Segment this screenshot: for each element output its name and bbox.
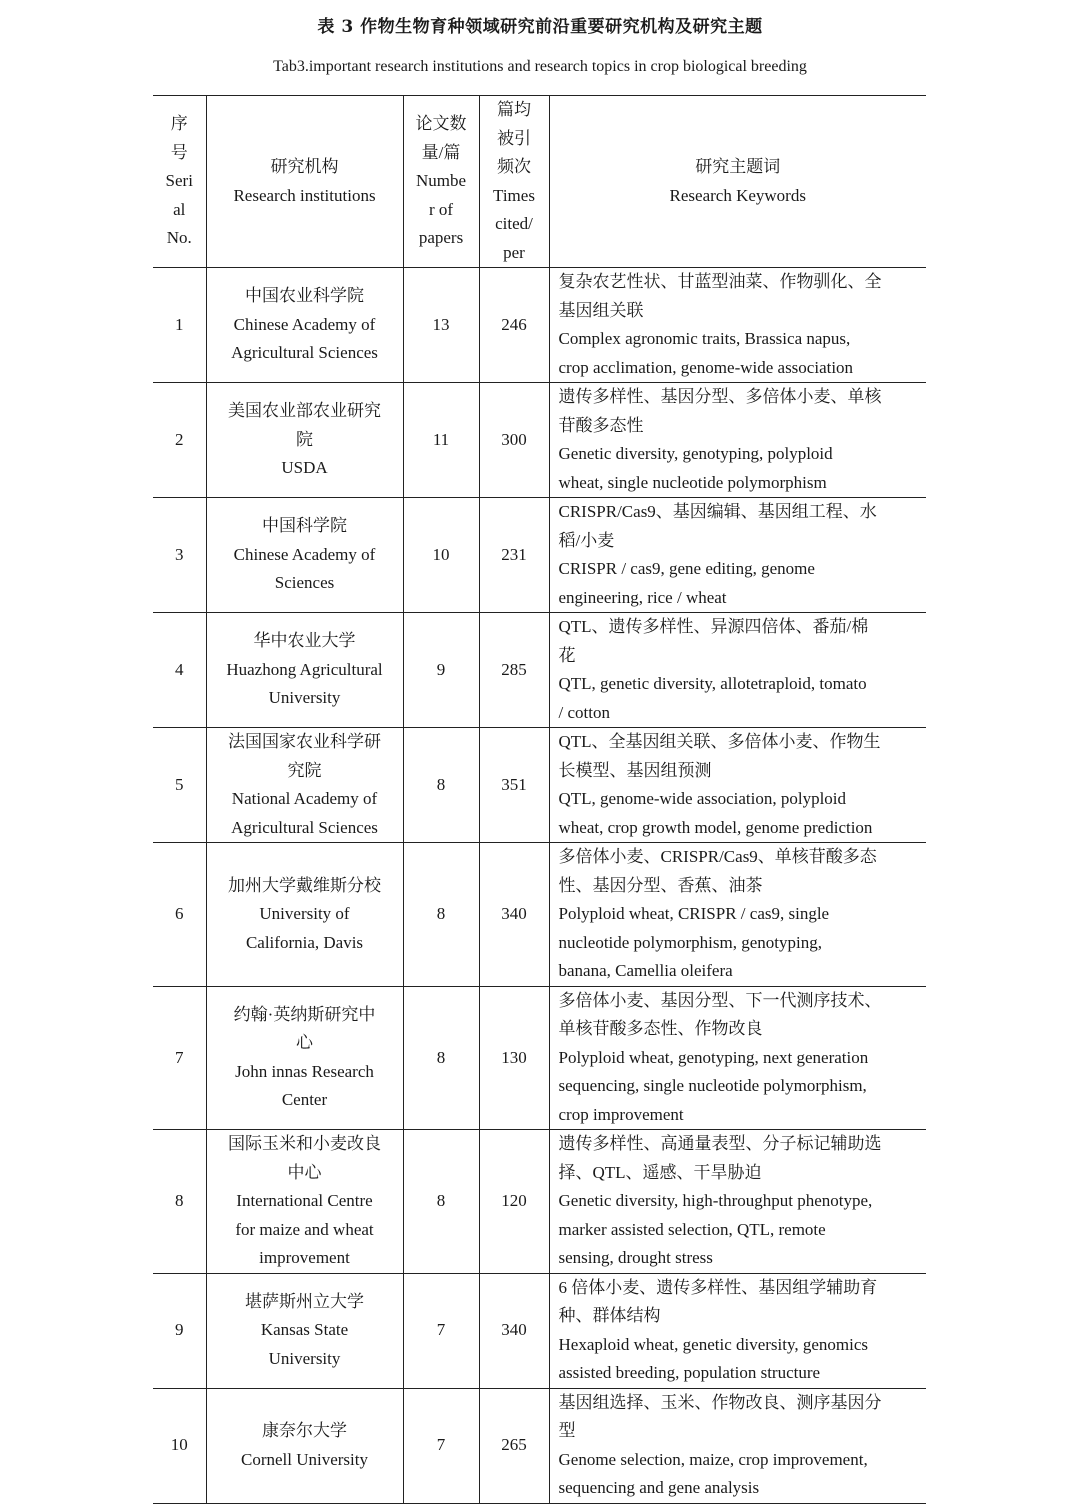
header-serial [153, 96, 206, 268]
keyword-line: CRISPR / cas9, gene editing, genome [558, 559, 815, 578]
institution-line: Agricultural Sciences [231, 817, 378, 837]
table-row [153, 1130, 926, 1274]
header-text-line: 序 [170, 114, 188, 134]
cell-institution [206, 986, 403, 1130]
header-text-line: Seri [165, 171, 193, 191]
cell-institution [206, 1273, 403, 1388]
header-text-line: Times [493, 185, 535, 205]
cell-institution [206, 728, 403, 843]
header-text-line: 论文数 [415, 114, 467, 134]
keyword-line: 遗传多样性、基因分型、多倍体小麦、单核 [558, 387, 882, 406]
cell-citations: 300 [479, 383, 549, 498]
header-text-line: r of [428, 199, 454, 219]
research-institutions-table [153, 95, 926, 1504]
keyword-line: Complex agronomic traits, Brassica napus, [558, 329, 851, 348]
cell-keywords [549, 1388, 926, 1503]
keyword-line: 多倍体小麦、基因分型、下一代测序技术、 [558, 990, 882, 1010]
keyword-line: QTL, genome-wide association, polyploid [558, 789, 847, 808]
keyword-line: 单核苷酸多态性、作物改良 [558, 1019, 763, 1038]
cell-keywords [549, 1273, 926, 1388]
table-row [153, 1273, 926, 1388]
keyword-line: engineering, rice / wheat [558, 587, 727, 607]
keyword-line: CRISPR/Cas9、基因编辑、基因组工程、水 [558, 502, 877, 521]
keyword-line: / cotton [558, 702, 610, 722]
table-title-english: Tab3.important research institutions and research topics in crop biological breeding [273, 58, 807, 75]
keyword-line: 择、QTL、遥感、干旱胁迫 [558, 1162, 762, 1182]
table-row [153, 498, 926, 613]
cell-keywords [549, 383, 926, 498]
institution-line: 堪萨斯州立大学 [245, 1291, 364, 1311]
cell-papers: 9 [403, 613, 479, 728]
cell-citations: 231 [479, 498, 549, 613]
keyword-line: Genome selection, maize, crop improvement, [558, 1449, 868, 1469]
header-papers [403, 96, 479, 268]
header-text-line: 量/篇 [421, 142, 461, 162]
keyword-line: 苷酸多态性 [558, 415, 644, 435]
institution-line: 美国农业部农业研究 [228, 401, 381, 421]
cell-papers: 13 [403, 268, 479, 383]
header-text-line: No. [166, 228, 192, 248]
keyword-line: 型 [558, 1421, 576, 1440]
keyword-line: Genetic diversity, high-throughput phenotype, [558, 1191, 873, 1210]
cell-institution [206, 383, 403, 498]
cell-papers: 7 [403, 1273, 479, 1388]
cell-keywords [549, 986, 926, 1130]
institution-line: improvement [259, 1248, 350, 1267]
cell-papers: 8 [403, 1130, 479, 1274]
institution-line: Agricultural Sciences [231, 343, 378, 363]
keyword-line: wheat, crop growth model, genome prediction [558, 817, 873, 837]
keyword-line: banana, Camellia oleifera [558, 961, 733, 980]
cell-serial: 4 [153, 613, 206, 728]
institution-line: 中国科学院 [262, 516, 347, 536]
cell-citations: 120 [479, 1130, 549, 1274]
cell-keywords [549, 268, 926, 383]
cell-papers: 8 [403, 728, 479, 843]
cell-institution [206, 498, 403, 613]
cell-serial: 5 [153, 728, 206, 843]
cell-serial: 9 [153, 1273, 206, 1388]
header-text-line: 研究机构 [270, 157, 339, 176]
institution-line: Huazhong Agricultural [226, 659, 383, 679]
keyword-line: nucleotide polymorphism, genotyping, [558, 932, 822, 952]
keyword-line: QTL、全基因组关联、多倍体小麦、作物生 [558, 732, 881, 751]
institution-line: Chinese Academy of [233, 314, 376, 334]
cell-citations: 285 [479, 613, 549, 728]
cell-serial: 1 [153, 268, 206, 383]
keyword-line: 基因组关联 [558, 300, 644, 320]
cell-institution [206, 1130, 403, 1274]
institution-line: John innas Research [235, 1061, 374, 1081]
cell-serial: 6 [153, 843, 206, 987]
institution-line: 中国农业科学院 [245, 286, 364, 306]
header-text-line: per [503, 242, 525, 262]
cell-citations: 340 [479, 1273, 549, 1388]
header-keywords [549, 96, 926, 268]
header-text-line: 研究主题词 [695, 157, 781, 176]
institution-line: 心 [296, 1033, 313, 1053]
cell-institution [206, 613, 403, 728]
table-row [153, 383, 926, 498]
keyword-line: 花 [558, 645, 576, 665]
keyword-line: sensing, drought stress [558, 1248, 713, 1267]
cell-institution [206, 1388, 403, 1503]
header-text-line: Research institutions [233, 185, 376, 205]
institution-line: University [268, 1348, 341, 1368]
institution-line: 约翰·英纳斯研究中 [233, 1004, 376, 1024]
keyword-line: QTL、遗传多样性、异源四倍体、番茄/棉 [558, 617, 869, 636]
table-row [153, 268, 926, 383]
cell-keywords [549, 613, 926, 728]
keyword-line: sequencing, single nucleotide polymorphism, [558, 1076, 867, 1095]
header-text-line: cited/ [495, 214, 533, 233]
institution-line: California, Davis [245, 932, 364, 952]
keyword-line: 稻/小麦 [558, 530, 615, 550]
institution-line: Kansas State [260, 1320, 349, 1340]
header-text-line: 篇均 [497, 100, 531, 119]
header-text-line: 被引 [497, 128, 531, 148]
cell-serial: 7 [153, 986, 206, 1130]
cell-papers: 8 [403, 843, 479, 987]
institution-line: 院 [296, 429, 313, 449]
cell-citations: 265 [479, 1388, 549, 1503]
cell-citations: 340 [479, 843, 549, 987]
cell-keywords [549, 843, 926, 987]
cell-keywords [549, 1130, 926, 1274]
table-body [153, 268, 926, 1504]
institution-line: University of [259, 904, 350, 923]
institution-line: 华中农业大学 [253, 631, 356, 651]
cell-keywords [549, 728, 926, 843]
header-text-line: papers [418, 228, 464, 248]
keyword-line: Hexaploid wheat, genetic diversity, genomics [558, 1334, 869, 1354]
cell-keywords [549, 498, 926, 613]
keyword-line: crop improvement [558, 1104, 684, 1124]
keyword-line: wheat, single nucleotide polymorphism [558, 472, 827, 492]
cell-institution [206, 268, 403, 383]
cell-papers: 7 [403, 1388, 479, 1503]
keyword-line: 复杂农艺性状、甘蓝型油菜、作物驯化、全 [558, 272, 882, 291]
keyword-line: 遗传多样性、高通量表型、分子标记辅助选 [558, 1134, 882, 1153]
institution-line: 法国国家农业科学研 [228, 732, 381, 751]
keyword-line: 性、基因分型、香蕉、油茶 [558, 875, 763, 895]
institution-line: Cornell University [240, 1449, 368, 1469]
header-text-line: al [173, 199, 186, 219]
table-row [153, 613, 926, 728]
cell-serial: 3 [153, 498, 206, 613]
keyword-line: assisted breeding, population structure [558, 1363, 821, 1382]
keyword-line: Polyploid wheat, CRISPR / cas9, single [558, 904, 830, 923]
institution-line: Center [281, 1090, 328, 1110]
keyword-line: 种、群体结构 [558, 1306, 661, 1325]
header-text-line: Research Keywords [669, 185, 806, 205]
institution-line: Chinese Academy of [233, 544, 376, 564]
institution-line: USDA [281, 458, 328, 478]
cell-citations: 130 [479, 986, 549, 1130]
table-title-chinese: 表 3 作物生物育种领域研究前沿重要研究机构及研究主题 [317, 17, 763, 37]
header-text-line: 频次 [497, 157, 531, 176]
keyword-line: marker assisted selection, QTL, remote [558, 1219, 826, 1239]
keyword-line: 6 倍体小麦、遗传多样性、基因组学辅助育 [558, 1277, 878, 1297]
table-header-row [153, 96, 926, 268]
keyword-line: Genetic diversity, genotyping, polyploid [558, 444, 833, 463]
institution-line: 究院 [287, 760, 322, 780]
keyword-line: Polyploid wheat, genotyping, next generation [558, 1047, 869, 1067]
cell-serial: 10 [153, 1388, 206, 1503]
keyword-line: QTL, genetic diversity, allotetraploid, tomato [558, 674, 867, 693]
cell-serial: 8 [153, 1130, 206, 1274]
table-row [153, 986, 926, 1130]
institution-line: Sciences [274, 573, 335, 593]
keyword-line: 多倍体小麦、CRISPR/Cas9、单核苷酸多态 [558, 847, 877, 866]
institution-line: National Academy of [231, 789, 378, 808]
header-text-line: 号 [170, 142, 188, 162]
institution-line: 加州大学戴维斯分校 [228, 875, 381, 895]
keyword-line: sequencing and gene analysis [558, 1478, 760, 1497]
table-row [153, 728, 926, 843]
keyword-line: 基因组选择、玉米、作物改良、测序基因分 [558, 1392, 882, 1412]
institution-line: University [268, 688, 341, 708]
institution-line: 中心 [287, 1162, 322, 1182]
table-row [153, 843, 926, 987]
cell-citations: 246 [479, 268, 549, 383]
cell-papers: 11 [403, 383, 479, 498]
institution-line: 国际玉米和小麦改良 [228, 1134, 381, 1153]
cell-citations: 351 [479, 728, 549, 843]
institution-line: for maize and wheat [235, 1219, 374, 1239]
header-citations [479, 96, 549, 268]
keyword-line: crop acclimation, genome-wide association [558, 357, 854, 377]
keyword-line: 长模型、基因组预测 [558, 760, 712, 780]
cell-papers: 8 [403, 986, 479, 1130]
header-institution [206, 96, 403, 268]
institution-line: International Centre [236, 1191, 373, 1210]
cell-papers: 10 [403, 498, 479, 613]
cell-serial: 2 [153, 383, 206, 498]
header-text-line: Numbe [415, 171, 467, 191]
institution-line: 康奈尔大学 [262, 1421, 347, 1440]
cell-institution [206, 843, 403, 987]
table-row [153, 1388, 926, 1503]
